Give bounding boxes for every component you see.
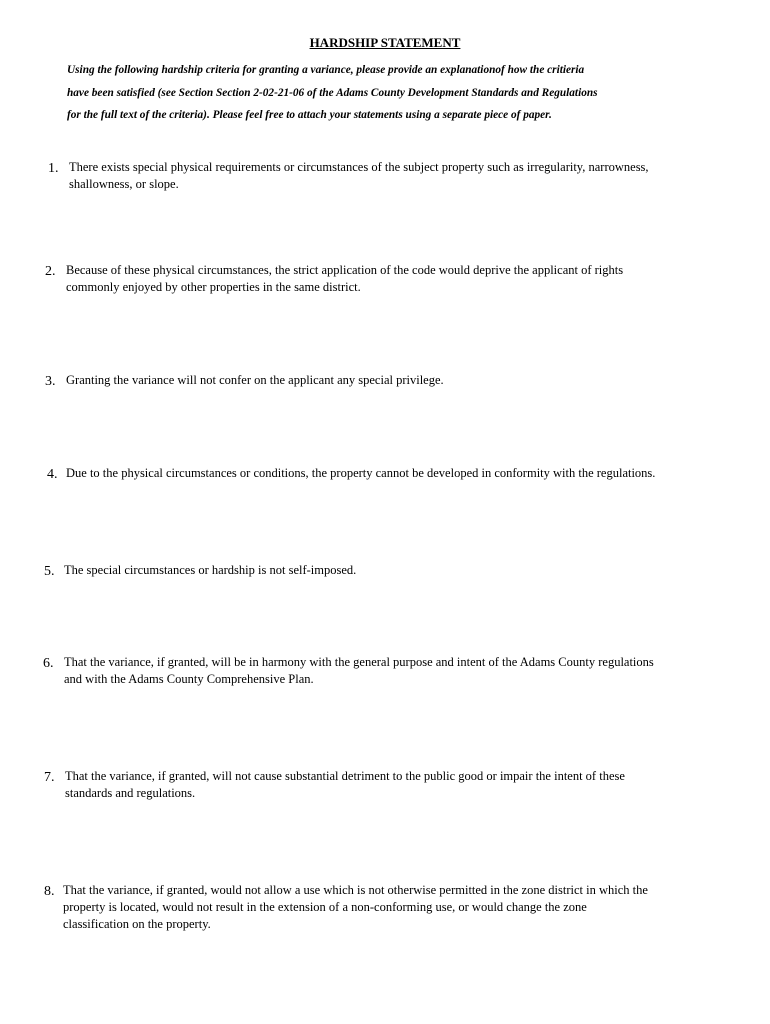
criterion-text <box>66 262 623 296</box>
instructions-paragraph <box>67 59 727 127</box>
criterion-line: and with the Adams County Comprehensive Plan. <box>64 672 314 686</box>
criterion-line: There exists special physical requirements or circumstances of the subject property such as irregularity, narrowness, <box>69 160 649 174</box>
instructions-line: for the full text of the criteria). Please feel free to attach your statements using a separate piece of paper. <box>67 109 552 121</box>
criterion-line: Due to the physical circumstances or conditions, the property cannot be developed in conformity with the regulations. <box>66 466 656 480</box>
criterion-line: property is located, would not result in the extension of a non-conforming use, or would change the zone <box>63 900 587 914</box>
criterion-text <box>63 882 648 933</box>
criterion-number: 8. <box>44 884 55 899</box>
criterion-text <box>69 159 649 193</box>
criterion-text <box>64 562 356 579</box>
criterion-text <box>66 372 444 389</box>
criterion-text <box>66 465 655 482</box>
criterion-line: The special circumstances or hardship is not self-imposed. <box>64 563 357 577</box>
instructions-line: Using the following hardship criteria for granting a variance, please provide an explanationof how the critieria <box>67 64 585 76</box>
criterion-number: 4. <box>47 467 58 482</box>
criterion-number: 5. <box>44 564 55 579</box>
criterion-number: 7. <box>44 770 55 785</box>
criterion-text <box>64 654 654 688</box>
page-title: HARDSHIP STATEMENT <box>309 35 461 50</box>
criterion-line: Granting the variance will not confer on the applicant any special privilege. <box>66 373 444 387</box>
criterion-number: 3. <box>45 374 56 389</box>
criterion-number: 1. <box>48 161 59 176</box>
criterion-line: shallowness, or slope. <box>69 177 179 191</box>
criterion-line: That the variance, if granted, will not cause substantial detriment to the public good or impair the intent of these <box>65 769 625 783</box>
criterion-number: 2. <box>45 264 56 279</box>
criterion-line: commonly enjoyed by other properties in the same district. <box>66 280 361 294</box>
criterion-text <box>65 768 625 802</box>
criterion-line: That the variance, if granted, will be in harmony with the general purpose and intent of the Adams County regulations <box>64 655 654 669</box>
criterion-line: standards and regulations. <box>65 786 196 800</box>
instructions-line: have been satisfied (see Section Section 2-02-21-06 of the Adams County Development Standards and Regulations <box>67 86 598 99</box>
criterion-number: 6. <box>43 656 54 671</box>
criterion-line: That the variance, if granted, would not allow a use which is not otherwise permitted in the zone district in which the <box>63 883 648 897</box>
criterion-line: Because of these physical circumstances, the strict application of the code would deprive the applicant of rights <box>66 263 624 277</box>
criterion-line: classification on the property. <box>63 917 211 931</box>
